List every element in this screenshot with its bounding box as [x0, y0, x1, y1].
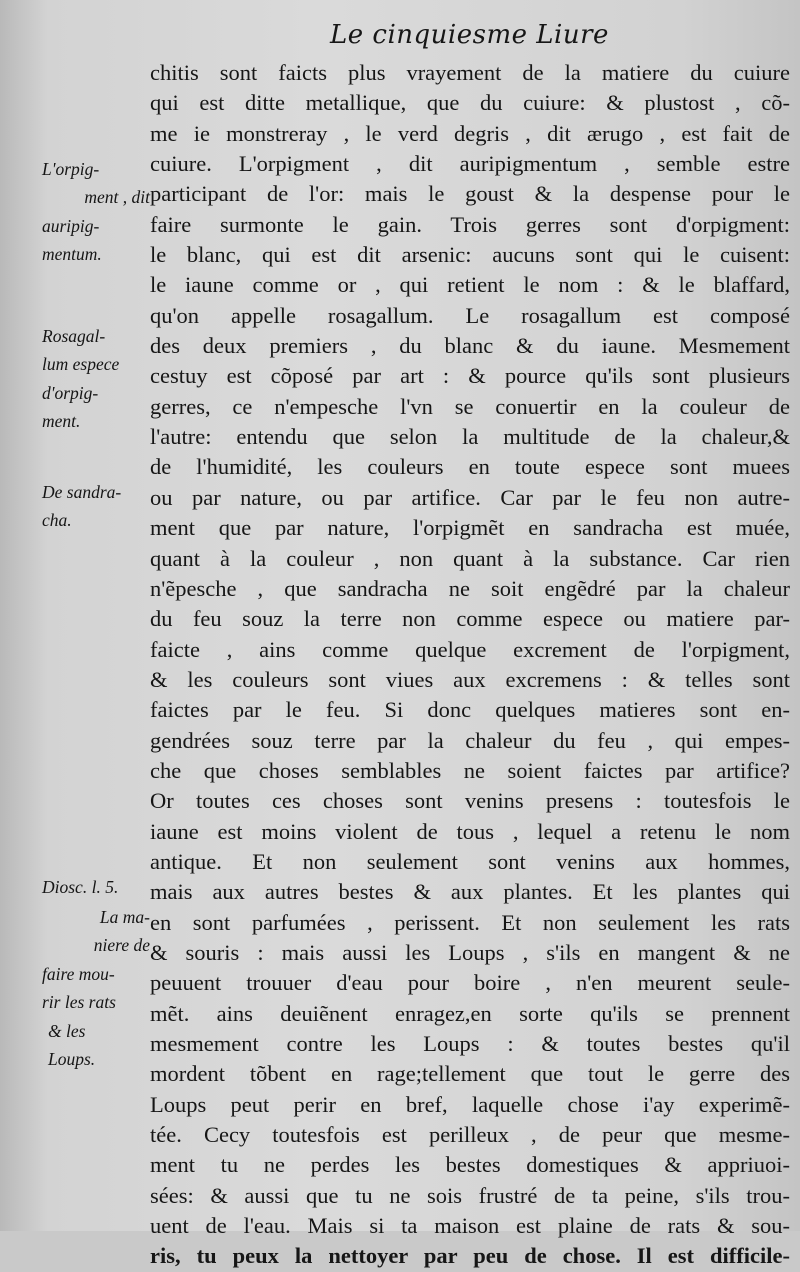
text-line: cuiure. L'orpigment , dit auripigmentum , semble estre: [150, 151, 790, 177]
text-line: le iaune comme or , qui retient le nom : & le blaffard,: [150, 272, 790, 298]
margin-note-rosagallum: [42, 322, 150, 436]
text-line: n'ẽpesche , que sandracha ne soit engẽdré par la chaleur: [150, 575, 790, 601]
margin-note-line: Diosc. l. 5.: [42, 877, 119, 897]
text-line: gerres, ce n'empesche l'vn se conuertir en la couleur de: [150, 393, 790, 419]
margin-note-line: auripig-: [42, 215, 100, 236]
text-line: tée. Cecy toutesfois est perilleux , de peur que mesme-: [150, 1122, 790, 1148]
text-line: mordent tõbent en rage;tellement que tout le gerre des: [150, 1061, 790, 1087]
margin-note-orpigment: [42, 155, 150, 269]
margin-note-line: niere de: [93, 935, 150, 956]
text-line: che que choses semblables ne soient faictes par artifice?: [150, 757, 790, 783]
text-line: sées: & aussi que tu ne sois frustré de ta peine, s'ils trou-: [150, 1182, 790, 1208]
text-line: des deux premiers , du blanc & du iaune. Mesmement: [150, 333, 790, 359]
margin-note-line: ment.: [42, 411, 81, 432]
text-line: qu'on appelle rosagallum. Le rosagallum est composé: [150, 302, 790, 328]
text-line: faictes par le feu. Si donc quelques matieres sont en-: [150, 697, 790, 723]
margin-note-line: ment , dit: [84, 187, 150, 208]
margin-note-line: La ma-: [99, 907, 150, 927]
text-line: Or toutes ces choses sont venins presens : toutesfois le: [150, 788, 790, 814]
text-line: chitis sont faicts plus vrayement de la matiere du cuiure: [150, 60, 790, 85]
margin-note-line: & les: [48, 1020, 86, 1041]
text-line: ris, tu peux la nettoyer par peu de chose. Il est difficile-: [150, 1243, 790, 1269]
text-line: l'autre: entendu que selon la multitude de la chaleur,&: [150, 424, 790, 450]
margin-note-line: d'orpig-: [42, 382, 99, 403]
text-line: en sont parfumées , perissent. Et non seulement les rats: [150, 909, 790, 935]
text-line: le blanc, qui est dit arsenic: aucuns sont qui le cuisent:: [150, 242, 790, 268]
text-line: peuuent trouuer d'eau pour boire , n'en meurent seule-: [150, 970, 790, 996]
text-line: mais aux autres bestes & aux plantes. Et les plantes qui: [150, 879, 790, 905]
text-line: faire surmonte le gain. Trois gerres sont d'orpigment:: [150, 211, 790, 237]
margin-note-line: faire mou-: [42, 963, 115, 984]
margin-note-line: lum espece: [42, 354, 120, 375]
text-line: antique. Et non seulement sont venins aux hommes,: [150, 848, 790, 874]
text-line: de l'humidité, les couleurs en toute espece sont muees: [150, 454, 790, 480]
text-line: du feu souz la terre non comme espece ou matiere par-: [150, 606, 790, 632]
running-head: Le cinquiesme Liure: [330, 20, 609, 50]
text-line: mesmement contre les Loups : & toutes bestes qu'il: [150, 1031, 790, 1056]
text-line: me ie monstreray , le verd degris , dit ærugo , est fait de: [150, 120, 790, 146]
text-line: participant de l'or: mais le goust & la despense pour le: [150, 181, 790, 207]
text-line: uent de l'eau. Mais si ta maison est plaine de rats & sou-: [150, 1213, 790, 1239]
margin-note-rats-wolves: [42, 903, 150, 1073]
text-line: & souris : mais aussi les Loups , s'ils en mangent & ne: [150, 939, 790, 965]
text-line: ment que par nature, l'orpigmẽt en sandracha est muée,: [150, 515, 790, 541]
text-line: gendrées souz terre par la chaleur du feu , qui empes-: [150, 727, 790, 753]
text-line: faicte , ains comme quelque excrement de l'orpigment,: [150, 636, 790, 662]
margin-note-line: De sandra-: [42, 482, 122, 502]
text-line: qui est ditte metallique, que du cuiure: & plustost , cõ-: [150, 90, 790, 116]
text-line: iaune est moins violent de tous , lequel a retenu le nom: [150, 818, 790, 844]
body-text: [150, 58, 790, 1272]
margin-note-line: L'orpig-: [42, 159, 100, 179]
margin-note-line: rir les rats: [42, 992, 116, 1013]
text-line: Loups peut perir en bref, laquelle chose i'ay experimẽ-: [150, 1091, 790, 1117]
text-line: & les couleurs sont viues aux excremens : & telles sont: [150, 666, 790, 692]
text-line: cestuy est cõposé par art : & pource qu'ils sont plusieurs: [150, 363, 790, 389]
margin-note-sandracha: [42, 478, 150, 535]
margin-note-line: Rosagal-: [42, 326, 106, 346]
margin-note-line: mentum.: [42, 244, 102, 265]
margin-note-line: cha.: [42, 510, 72, 531]
text-line: ment tu ne perdes les bestes domestiques & appriuoi-: [150, 1152, 790, 1178]
text-line: quant à la couleur , non quant à la substance. Car rien: [150, 545, 790, 571]
text-line: mẽt. ains deuiẽnent enragez,en sorte qu'ils se prennent: [150, 1000, 790, 1026]
text-line: ou par nature, ou par artifice. Car par le feu non autre-: [150, 484, 790, 510]
margin-note-dioscorides: [42, 873, 150, 901]
margin-note-line: Loups.: [48, 1048, 96, 1069]
